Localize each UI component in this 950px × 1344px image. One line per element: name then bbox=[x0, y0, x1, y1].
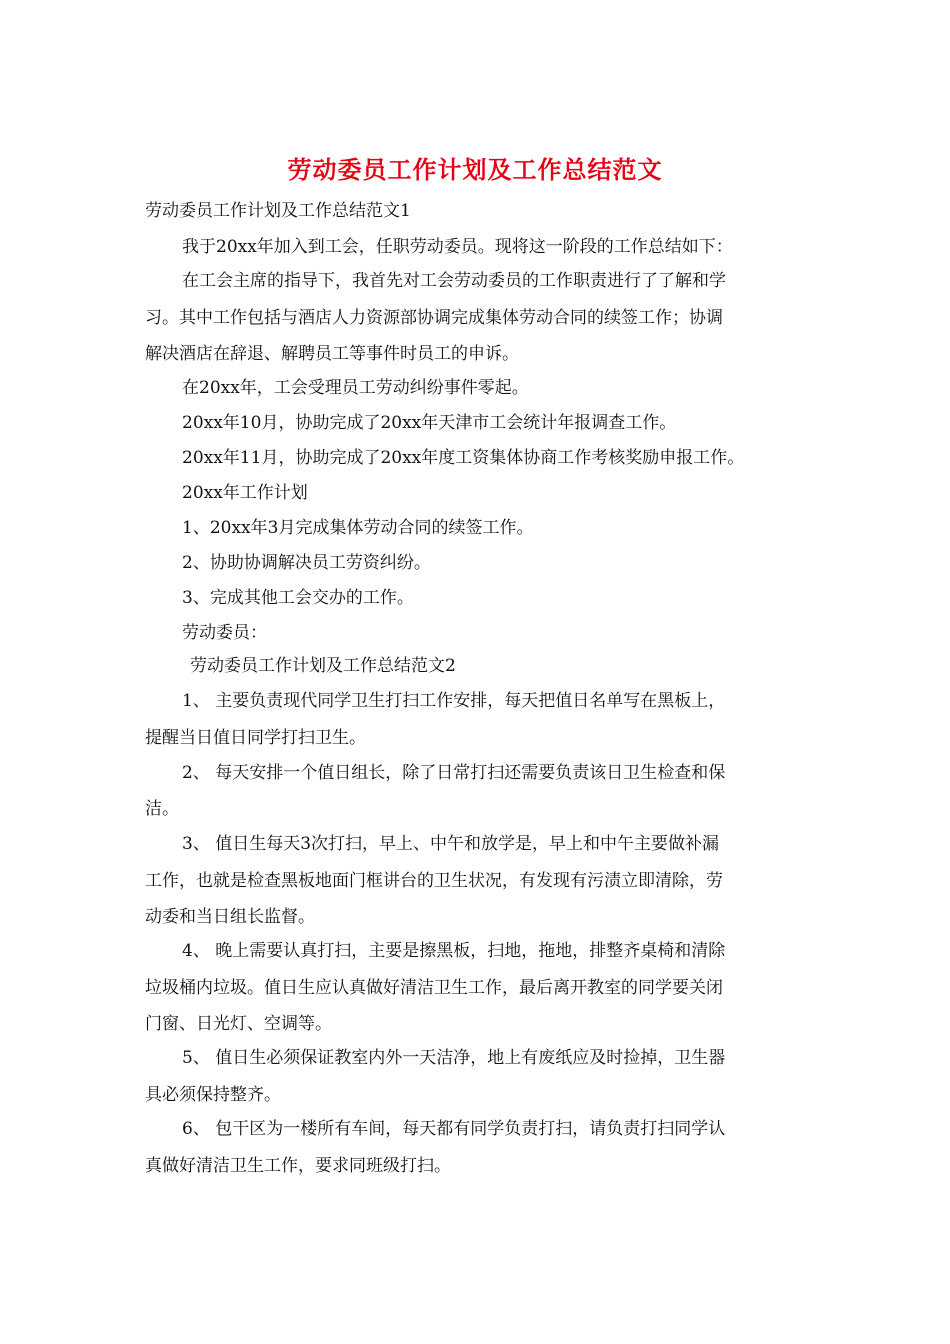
paragraph-line: 20xx年10月，协助完成了20xx年天津市工会统计年报调查工作。 bbox=[182, 413, 677, 433]
paragraph-line: 提醒当日值日同学打扫卫生。 bbox=[145, 728, 366, 748]
paragraph-line: 门窗、日光灯、空调等。 bbox=[145, 1014, 332, 1034]
paragraph-line: 真做好清洁卫生工作，要求同班级打扫。 bbox=[145, 1156, 451, 1176]
list-item: 5、 值日生必须保证教室内外一天洁净，地上有废纸应及时捡掉，卫生器 bbox=[182, 1048, 726, 1068]
paragraph-line: 我于20xx年加入到工会，任职劳动委员。现将这一阶段的工作总结如下： bbox=[182, 237, 733, 257]
signature-line: 劳动委员： bbox=[182, 623, 267, 643]
list-item: 2、协助协调解决员工劳资纠纷。 bbox=[182, 553, 431, 573]
section-heading-1: 劳动委员工作计划及工作总结范文1 bbox=[145, 201, 411, 221]
paragraph-line: 20xx年11月，协助完成了20xx年度工资集体协商工作考核奖励申报工作。 bbox=[182, 448, 745, 468]
list-item: 3、 值日生每天3次打扫，早上、中午和放学是，早上和中午主要做补漏 bbox=[182, 834, 720, 854]
document-title: 劳动委员工作计划及工作总结范文 bbox=[287, 155, 663, 184]
paragraph-line: 垃圾桶内垃圾。值日生应认真做好清洁卫生工作，最后离开教室的同学要关闭 bbox=[145, 978, 723, 998]
list-item: 4、 晚上需要认真打扫，主要是擦黑板，扫地，拖地，排整齐桌椅和清除 bbox=[182, 941, 726, 961]
list-item: 1、20xx年3月完成集体劳动合同的续签工作。 bbox=[182, 518, 534, 538]
paragraph-line: 在工会主席的指导下，我首先对工会劳动委员的工作职责进行了了解和学 bbox=[182, 271, 726, 291]
section-heading-2: 劳动委员工作计划及工作总结范文2 bbox=[190, 656, 456, 676]
paragraph-line: 动委和当日组长监督。 bbox=[145, 907, 315, 927]
list-item: 3、完成其他工会交办的工作。 bbox=[182, 588, 414, 608]
paragraph-line: 解决酒店在辞退、解聘员工等事件时员工的申诉。 bbox=[145, 344, 519, 364]
paragraph-line: 工作，也就是检查黑板地面门框讲台的卫生状况，有发现有污渍立即清除，劳 bbox=[145, 871, 723, 891]
paragraph-line: 20xx年工作计划 bbox=[182, 483, 308, 503]
list-item: 1、 主要负责现代同学卫生打扫工作安排，每天把值日名单写在黑板上， bbox=[182, 691, 726, 711]
paragraph-line: 在20xx年，工会受理员工劳动纠纷事件零起。 bbox=[182, 378, 529, 398]
list-item: 2、 每天安排一个值日组长，除了日常打扫还需要负责该日卫生检查和保 bbox=[182, 763, 726, 783]
paragraph-line: 习。其中工作包括与酒店人力资源部协调完成集体劳动合同的续签工作；协调 bbox=[145, 308, 723, 328]
paragraph-line: 洁。 bbox=[145, 799, 179, 819]
paragraph-line: 具必须保持整齐。 bbox=[145, 1085, 281, 1105]
list-item: 6、 包干区为一楼所有车间，每天都有同学负责打扫，请负责打扫同学认 bbox=[182, 1119, 726, 1139]
